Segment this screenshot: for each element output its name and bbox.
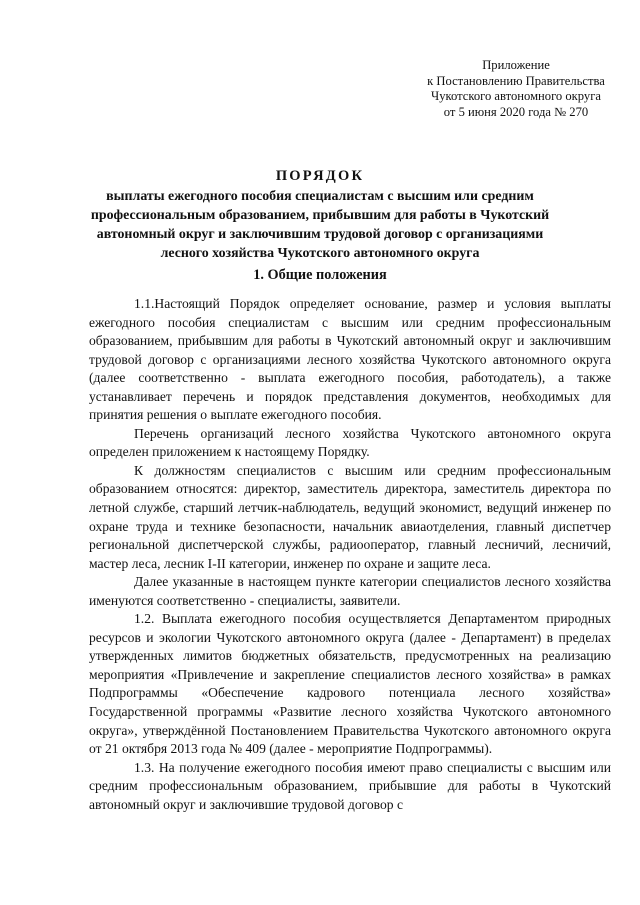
paragraph: 1.1.Настоящий Порядок определяет основание, размер и условия выплаты ежегодного пособия специалистам с высшим или средним профессиональным образованием, прибывшим для работы в Чукотский автономный округ и заключившим трудовой договор с организациями лесного хозяйства Чукотского автономного округа (далее соответственно - выплата ежегодного пособия, работодатель), а также устанавливает перечень и порядок представления документов, необходимых для принятия решения о выплате ежегодного пособия. bbox=[89, 296, 611, 423]
appendix-line: от 5 июня 2020 года № 270 bbox=[443, 104, 589, 119]
appendix-line: к Постановлению Правительства bbox=[427, 73, 605, 88]
appendix-line: Чукотского автономного округа bbox=[431, 89, 601, 104]
appendix-line: Приложение bbox=[482, 58, 550, 72]
appendix-reference bbox=[416, 58, 616, 120]
document-body bbox=[89, 295, 611, 814]
paragraph: Перечень организаций лесного хозяйства Чукотского автономного округа определен приложением к настоящему Порядку. bbox=[89, 425, 611, 460]
title-block bbox=[90, 166, 550, 263]
document-subtitle: выплаты ежегодного пособия специалистам с высшим или средним профессиональным образованием, прибывшим для работы в Чукотский автономный округ и заключившим трудовой договор с организациями лесного хозяйства Чукотского автономного округа bbox=[90, 189, 550, 261]
section-heading: 1. Общие положения bbox=[253, 267, 387, 283]
paragraph: К должностям специалистов с высшим или средним профессиональным образованием относятся: директор, заместитель директора, заместитель директора по летной службе, старший летчик-наблюдатель, ведущий экономист, ведущий инженер по охране труда и технике безопасности, начальник авиаотделения, главный диспетчер региональной диспетчерской службы, радиооператор, главный лесничий, лесничий, мастер леса, лесник I-II категории, инженер по охране и защите леса. bbox=[89, 462, 611, 571]
paragraph: 1.2. Выплата ежегодного пособия осуществляется Департаментом природных ресурсов и экологии Чукотского автономного округа (далее - Департамент) в пределах утвержденных лимитов бюджетных обязательств, предусмотренных на реализацию мероприятия «Привлечение и закрепление специалистов лесного хозяйства» в рамках Подпрограммы «Обеспечение кадрового потенциала лесного хозяйства» Государственной программы «Развитие лесного хозяйства Чукотского автономного округа», утверждённой Постановлением Правительства Чукотского автономного округа от 21 октября 2013 года № 409 (далее - мероприятие Подпрограммы). bbox=[89, 611, 611, 757]
paragraph: Далее указанные в настоящем пункте категории специалистов лесного хозяйства именуются соответственно - специалисты, заявители. bbox=[89, 574, 611, 608]
paragraph: 1.3. На получение ежегодного пособия имеют право специалисты с высшим или средним профессиональным образованием, прибывшие для работы в Чукотский автономный округ и заключившие трудовой договор с bbox=[89, 759, 611, 812]
document-title: ПОРЯДОК bbox=[275, 168, 365, 184]
